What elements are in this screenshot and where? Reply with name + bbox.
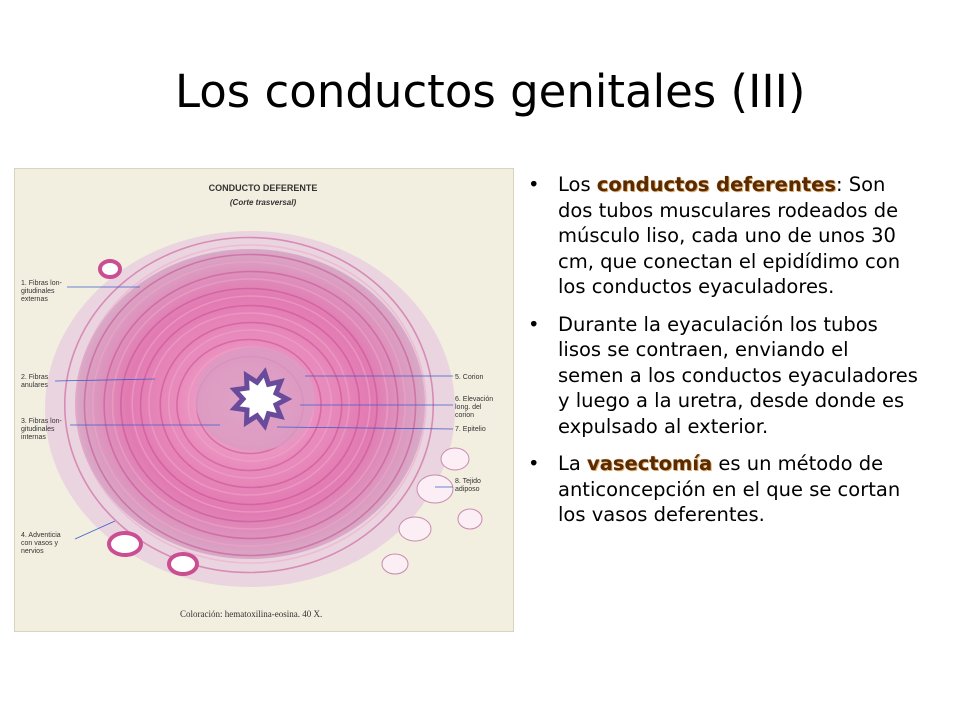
adipose-cell: [417, 475, 453, 503]
slide-title: Los conductos genitales (III): [175, 65, 806, 118]
figure-label-line: long. del: [455, 404, 482, 411]
figure-label: [21, 532, 61, 555]
figure-label: [455, 374, 484, 381]
bullet-item: [528, 172, 918, 300]
blood-vessel: [109, 533, 141, 555]
histology-figure: [14, 168, 514, 632]
figure-label: [21, 280, 63, 303]
figure-label-line: gitudinales: [21, 288, 55, 295]
figure-label-line: 2. Fibras: [21, 374, 49, 381]
figure-label: [455, 426, 486, 433]
figure-title: CONDUCTO DEFERENTE: [208, 183, 318, 193]
blood-vessel: [100, 261, 120, 277]
figure-label-line: corion: [455, 412, 475, 419]
bullet-dot: •: [528, 173, 540, 196]
figure-label-line: gitudinales: [21, 426, 55, 433]
figure-label-line: internas: [21, 434, 46, 441]
bullet-list: [528, 172, 918, 540]
blood-vessel: [169, 554, 197, 574]
figure-label: [455, 478, 481, 493]
adipose-cell: [458, 509, 482, 529]
figure-label-line: adiposo: [455, 486, 480, 493]
figure-label-line: 1. Fibras lon-: [21, 280, 62, 287]
bullet-highlight: vasectomía: [587, 452, 713, 475]
figure-label-line: 6. Elevación: [455, 396, 494, 403]
bullet-highlight: conductos deferentes: [596, 173, 836, 196]
adipose-cell: [399, 517, 431, 541]
figure-label-line: anulares: [21, 382, 48, 389]
bullet-dot: •: [528, 312, 540, 336]
bullet-text-after: es un método de anticoncepción en el que se cortan los vasos deferentes.: [558, 452, 901, 526]
bullet-text-after: : Son dos tubos musculares rodeados de músculo liso, cada uno de unos 30 cm, que conectan el epidídimo con los conductos eyaculadores.: [558, 173, 901, 298]
figure-label-line: 3. Fibras lon-: [21, 418, 62, 425]
figure-label-line: 7. Epitelio: [455, 426, 486, 433]
figure-label-line: nervios: [21, 548, 44, 555]
figure-label-line: 8. Tejido: [455, 478, 481, 485]
figure-label: [455, 396, 493, 419]
bullet-text-before: Los: [558, 173, 597, 196]
bullet-text: Durante la eyaculación los tubos lisos se contraen, enviando el semen a los conductos eyaculadores y luego a la uretra, desde donde es expulsado al exterior.: [558, 312, 918, 438]
figure-caption: Coloración: hematoxilina-eosina. 40 X.: [180, 609, 323, 619]
adipose-cell: [441, 448, 469, 470]
figure-subtitle: (Corte trasversal): [229, 198, 297, 207]
figure-label-line: externas: [21, 296, 48, 303]
tissue-cross-section: [45, 231, 482, 587]
bullet-dot: •: [528, 452, 540, 475]
bullet-item: [528, 312, 918, 440]
bullet-item: [528, 451, 918, 528]
histology-illustration: [15, 169, 515, 633]
adipose-cell: [382, 554, 408, 574]
bullet-text-before: La: [558, 452, 588, 475]
figure-label-line: 5. Corion: [455, 374, 484, 381]
figure-label-line: 4. Adventicia: [21, 532, 61, 539]
figure-label-line: con vasos y: [21, 540, 58, 547]
figure-label: [21, 374, 49, 389]
